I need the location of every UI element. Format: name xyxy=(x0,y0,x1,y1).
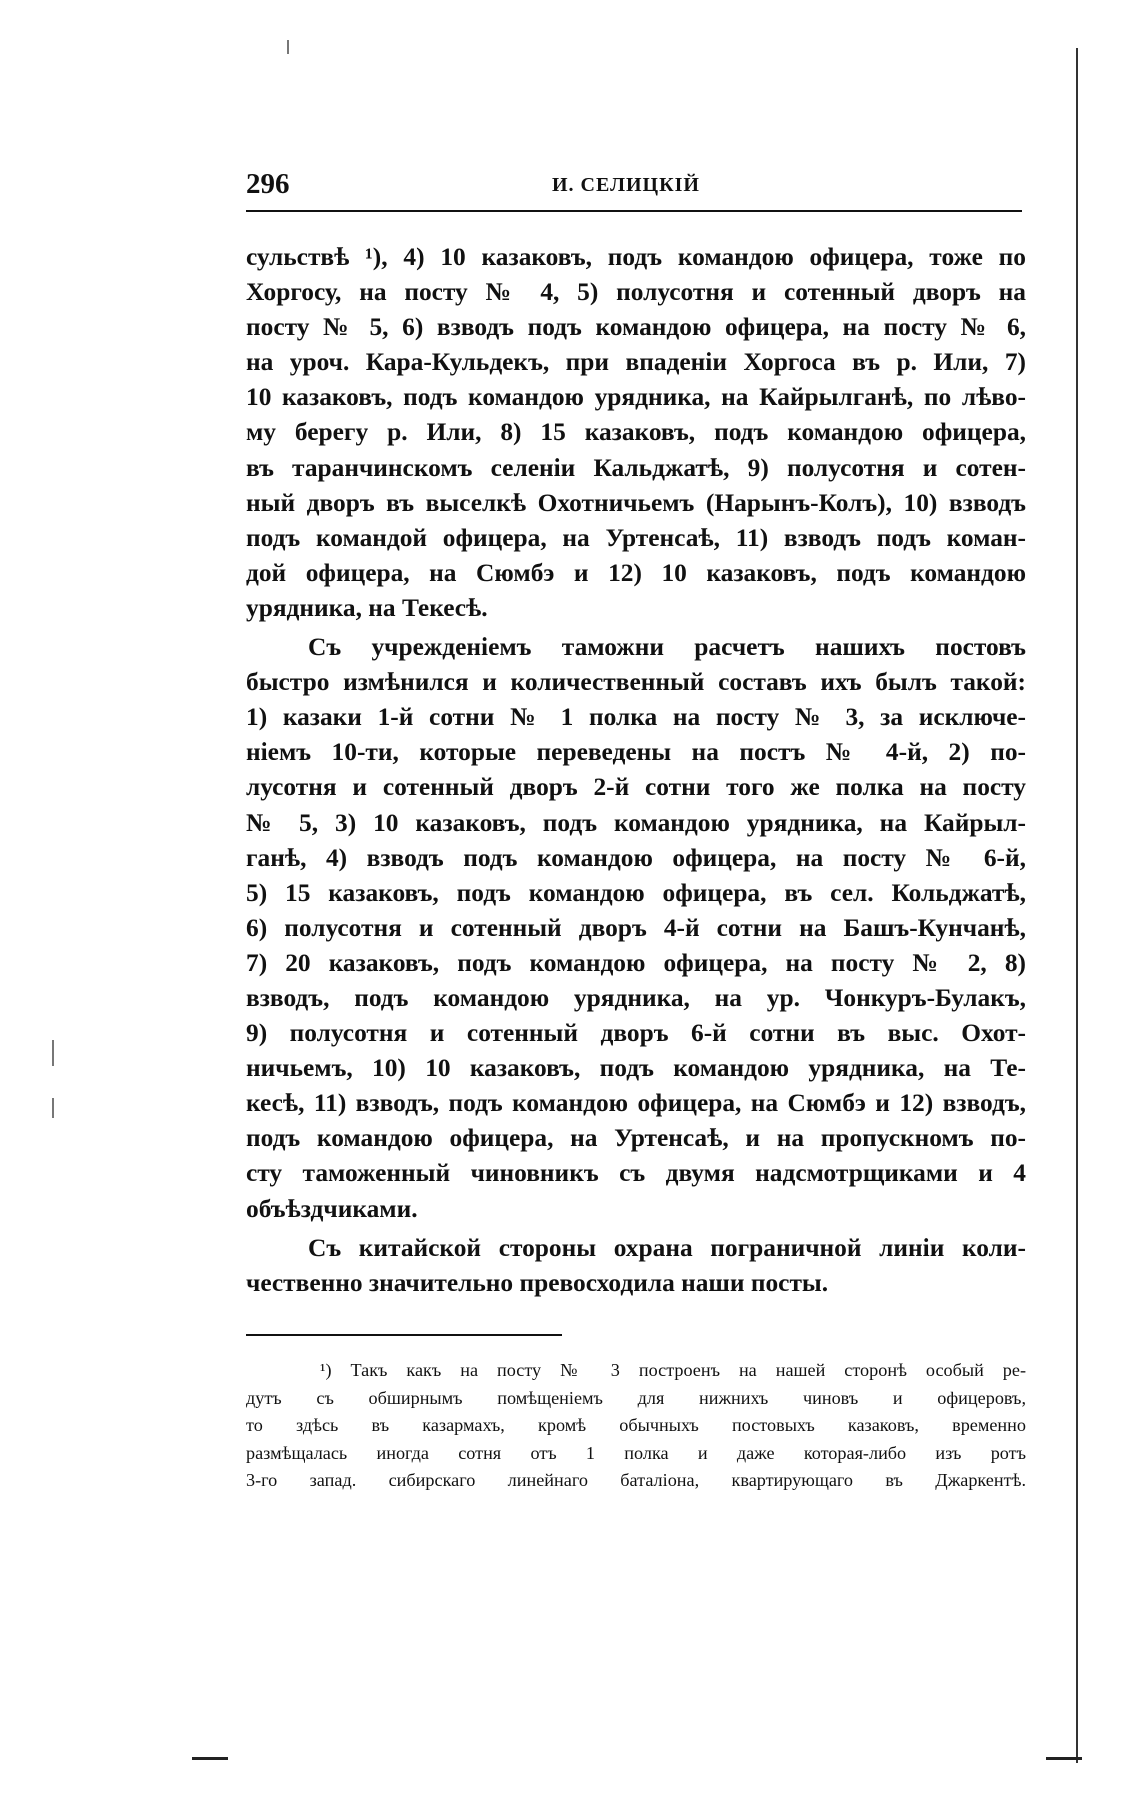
footnote-line: ¹) Такъ какъ на посту № 3 построенъ на нашей сторонѣ особый ре- xyxy=(320,1360,1026,1380)
footnote-line: то здѣсь въ казармахъ, кромѣ обычныхъ постовыхъ казаковъ, временно xyxy=(246,1415,1026,1436)
text-line: ганѣ, 4) взводъ подъ командою офицера, на посту № 6-й, xyxy=(246,843,1026,872)
text-line: 5) 15 казаковъ, подъ командою офицера, въ сел. Кольджатѣ, xyxy=(246,878,1026,907)
scan-speck xyxy=(52,1098,54,1118)
text-line: урядника, на Текесѣ. xyxy=(246,593,488,622)
text-line: сту таможенный чиновникъ съ двумя надсмотрщиками и 4 xyxy=(246,1159,1026,1188)
running-head: И. СЕЛИЦКІЙ xyxy=(552,174,700,196)
scan-speck xyxy=(52,1040,54,1066)
text-line: 9) полусотня и сотенный дворъ 6-й сотни въ выс. Охот- xyxy=(246,1019,1026,1048)
text-line: подъ командой офицера, на Уртенсаѣ, 11) взводъ подъ коман- xyxy=(246,523,1026,552)
text-line: быстро измѣнился и количественный составъ ихъ былъ такой: xyxy=(246,668,1026,697)
body-text xyxy=(246,240,1026,1301)
footnote-line: дутъ съ обширнымъ помѣщеніемъ для нижнихъ чиновъ и офицеровъ, xyxy=(246,1387,1026,1408)
text-line: ніемъ 10-ти, которые переведены на постъ № 4-й, 2) по- xyxy=(246,738,1026,767)
text-line: му берегу р. Или, 8) 15 казаковъ, подъ командою офицера, xyxy=(246,418,1026,447)
text-line: Съ китайской стороны охрана пограничной линіи коли- xyxy=(308,1233,1026,1262)
footnote-line: размѣщалась иногда сотня отъ 1 полка и даже которая-либо изъ ротъ xyxy=(246,1442,1026,1463)
text-line: лусотня и сотенный дворъ 2-й сотни того же полка на посту xyxy=(246,773,1026,802)
text-line: № 5, 3) 10 казаковъ, подъ командою урядника, на Кайрыл- xyxy=(246,808,1026,837)
page-edge-line xyxy=(1076,48,1078,1763)
page-number: 296 xyxy=(246,168,290,200)
text-line: Съ учрежденіемъ таможни расчетъ нашихъ постовъ xyxy=(308,633,1026,662)
text-line: ный дворъ въ выселкѣ Охотничьемъ (Нарынъ-Колъ), 10) взводъ xyxy=(246,488,1026,517)
page-header xyxy=(246,168,1022,210)
footnote-rule xyxy=(246,1334,562,1336)
footnote xyxy=(246,1357,1026,1495)
text-line: взводъ, подъ командою урядника, на ур. Чонкуръ-Булакъ, xyxy=(246,983,1026,1012)
text-line: подъ командою офицера, на Уртенсаѣ, и на пропускномъ по- xyxy=(246,1124,1026,1153)
text-line: объѣздчиками. xyxy=(246,1194,418,1223)
text-line: посту № 5, 6) взводъ подъ командою офицера, на посту № 6, xyxy=(246,313,1026,342)
text-line: ничьемъ, 10) 10 казаковъ, подъ командою урядника, на Те- xyxy=(246,1054,1026,1083)
text-line: 7) 20 казаковъ, подъ командою офицера, на посту № 2, 8) xyxy=(246,948,1026,977)
text-line: чественно значительно превосходила наши посты. xyxy=(246,1268,829,1297)
text-line: 1) казаки 1-й сотни № 1 полка на посту № 3, за исключе- xyxy=(246,703,1026,732)
text-line: въ таранчинскомъ селеніи Кальджатѣ, 9) полусотня и сотен- xyxy=(246,453,1026,482)
scan-mark xyxy=(1046,1757,1082,1760)
scan-mark xyxy=(192,1757,228,1760)
text-line: кесѣ, 11) взводъ, подъ командою офицера, на Сюмбэ и 12) взводъ, xyxy=(246,1089,1026,1118)
header-rule xyxy=(246,210,1022,212)
text-line: 10 казаковъ, подъ командою урядника, на Кайрылганѣ, по лѣво- xyxy=(246,383,1026,412)
text-line: 6) полусотня и сотенный дворъ 4-й сотни на Башъ-Кунчанѣ, xyxy=(246,913,1026,942)
text-line: на уроч. Кара-Кульдекъ, при впаденіи Хоргоса въ р. Или, 7) xyxy=(246,348,1026,377)
footnote-line: 3-го запад. сибирскаго линейнаго баталіона, квартирующаго въ Джаркентѣ. xyxy=(246,1470,1026,1491)
text-line: дой офицера, на Сюмбэ и 12) 10 казаковъ, подъ командою xyxy=(246,558,1026,587)
scan-speck xyxy=(287,40,289,54)
text-line: Хоргосу, на посту № 4, 5) полусотня и сотенный дворъ на xyxy=(246,278,1026,307)
text-line: сульствѣ ¹), 4) 10 казаковъ, подъ командою офицера, тоже по xyxy=(246,243,1026,271)
